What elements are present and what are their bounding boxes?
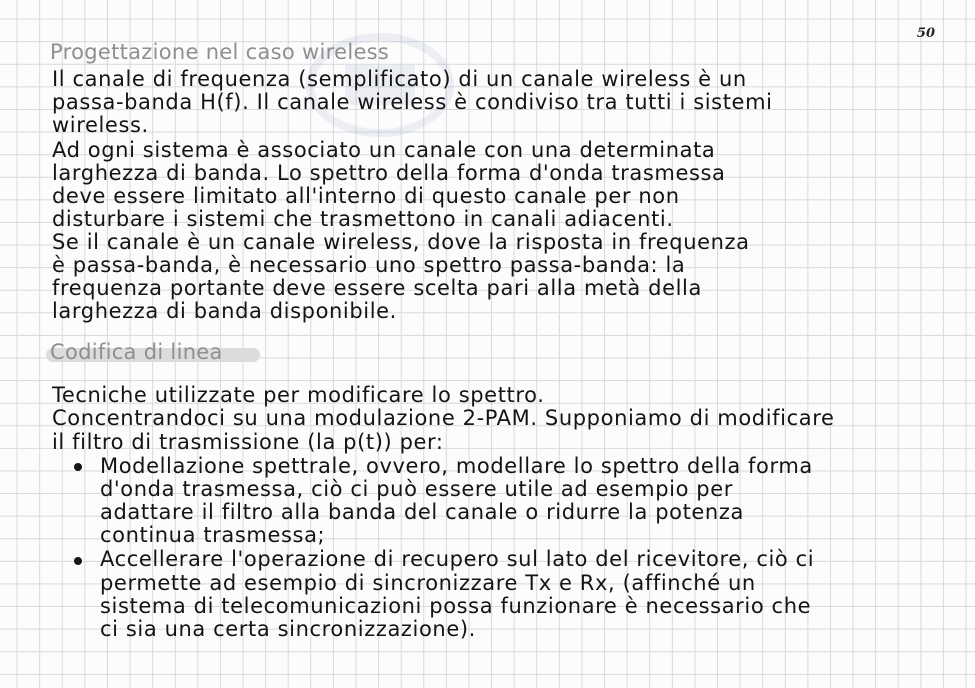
bullet-text-line: ci sia una certa sincronizzazione). — [100, 617, 476, 641]
text-line: Tecniche utilizzate per modificare lo spettro. — [52, 383, 545, 407]
text-line: Ad ogni sistema è associato un canale con una determinata — [52, 138, 716, 162]
text-line: larghezza di banda disponibile. — [52, 299, 397, 323]
section-heading-codifica: Codifica di linea — [50, 340, 223, 364]
bullet-text-line: sistema di telecomunicazioni possa funzionare è necessario che — [100, 594, 812, 618]
text-line: Se il canale è un canale wireless, dove la risposta in frequenza — [52, 230, 750, 254]
text-line: Il canale di frequenza (semplificato) di un canale wireless è un — [52, 67, 747, 91]
bullet-text-line: Modellazione spettrale, ovvero, modellare lo spettro della forma — [100, 454, 813, 478]
text-line: il filtro di trasmissione (la p(t)) per: — [52, 430, 444, 454]
text-line: frequenza portante deve essere scelta pari alla metà della — [52, 276, 702, 300]
bullet-text-line: permette ad esempio di sincronizzare Tx e Rx, (affinché un — [100, 571, 756, 595]
bullet-dot — [74, 557, 82, 565]
text-line: larghezza di banda. Lo spettro della forma d'onda trasmessa — [52, 161, 726, 185]
text-line: wireless. — [52, 113, 149, 137]
bullet-text-line: continua trasmessa; — [100, 523, 326, 547]
text-line: deve essere limitato all'interno di questo canale per non — [52, 184, 680, 208]
page-number: 50 — [916, 26, 935, 41]
bullet-text-line: d'onda trasmessa, ciò ci può essere utile ad esempio per — [100, 477, 733, 501]
text-line: passa-banda H(f). Il canale wireless è condiviso tra tutti i sistemi — [52, 90, 773, 114]
text-line: disturbare i sistemi che trasmettono in canali adiacenti. — [52, 207, 674, 231]
bullet-dot — [74, 463, 82, 471]
text-line: Concentrandoci su una modulazione 2-PAM. Supponiamo di modificare — [52, 406, 835, 430]
bullet-text-line: Accellerare l'operazione di recupero sul lato del ricevitore, ciò ci — [100, 547, 815, 571]
bullet-text-line: adattare il filtro alla banda del canale o ridurre la potenza — [100, 500, 744, 524]
text-line: è passa-banda, è necessario uno spettro passa-banda: la — [52, 253, 686, 277]
section-heading-wireless: Progettazione nel caso wireless — [50, 40, 390, 64]
